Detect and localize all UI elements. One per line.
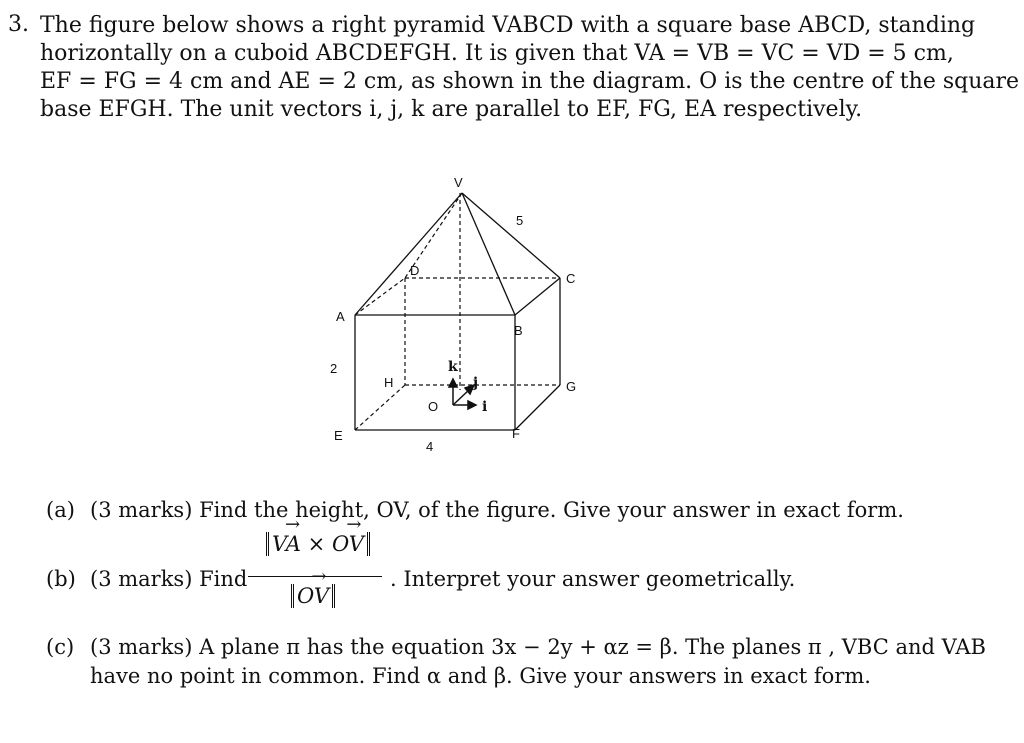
part-c-label: (c) (46, 635, 75, 659)
part-b-fraction (248, 532, 386, 628)
edge-VC (462, 193, 560, 278)
edge-VB (462, 193, 515, 315)
label-H: H (384, 375, 394, 390)
part-c (46, 635, 986, 659)
part-b-prefix: (3 marks) Find (90, 567, 248, 591)
label-F: F (512, 426, 520, 441)
fraction-numerator (254, 532, 382, 556)
stem-line-3: EF = FG = 4 cm and AE = 2 cm, as shown in the diagram. O is the centre of the square (40, 69, 1020, 94)
label-height-2: 2 (330, 361, 338, 376)
question-stem (40, 12, 1020, 124)
vector-OV: → OV (332, 532, 364, 556)
label-O: O (428, 399, 439, 414)
pyramid-cuboid-diagram (310, 165, 610, 465)
fraction-denominator (278, 584, 348, 608)
label-C: C (566, 271, 576, 286)
label-base-4: 4 (426, 439, 434, 454)
label-k: k (448, 359, 458, 375)
part-c-line-1: (3 marks) A plane π has the equation 3x − 2y + αz = β. The planes π , VBC and VAB (90, 635, 986, 659)
label-D: D (410, 263, 420, 278)
label-G: G (566, 379, 577, 394)
part-a-label: (a) (46, 498, 75, 522)
label-E: E (334, 428, 343, 443)
edge-EH (355, 385, 405, 430)
part-a (46, 498, 904, 522)
edge-VA (355, 193, 462, 315)
edge-AD (355, 278, 405, 315)
vector-OV-denominator: → OV (297, 584, 329, 608)
k-arrow-head (449, 379, 457, 387)
part-b-label: (b) (46, 567, 76, 591)
numerator-norm (266, 532, 370, 556)
stem-line-2: horizontally on a cuboid ABCDEFGH. It is given that VA = VB = VC = VD = 5 cm, (40, 41, 954, 66)
edge-FG (515, 385, 560, 430)
question-number: 3. (8, 12, 29, 37)
vector-VA: → VA (272, 532, 301, 556)
cross-operator: × (307, 532, 326, 556)
label-V: V (454, 175, 463, 190)
part-a-text: (3 marks) Find the height, OV, of the figure. Give your answer in exact form. (90, 498, 904, 522)
label-slant-5: 5 (516, 213, 524, 228)
part-c-line-2: have no point in common. Find α and β. Give your answers in exact form. (90, 664, 871, 688)
label-A: A (336, 309, 345, 324)
part-b-suffix: . Interpret your answer geometrically. (390, 567, 796, 591)
label-B: B (514, 323, 523, 338)
stem-line-1: The figure below shows a right pyramid VABCD with a square base ABCD, standing (40, 13, 976, 38)
stem-line-4: base EFGH. The unit vectors i, j, k are parallel to EF, FG, EA respectively. (40, 97, 863, 122)
label-j: j (473, 375, 479, 391)
label-i: i (482, 399, 488, 415)
i-arrow-head (468, 401, 476, 409)
edge-BC (515, 278, 560, 315)
part-b (46, 567, 247, 591)
denominator-norm (291, 584, 335, 608)
